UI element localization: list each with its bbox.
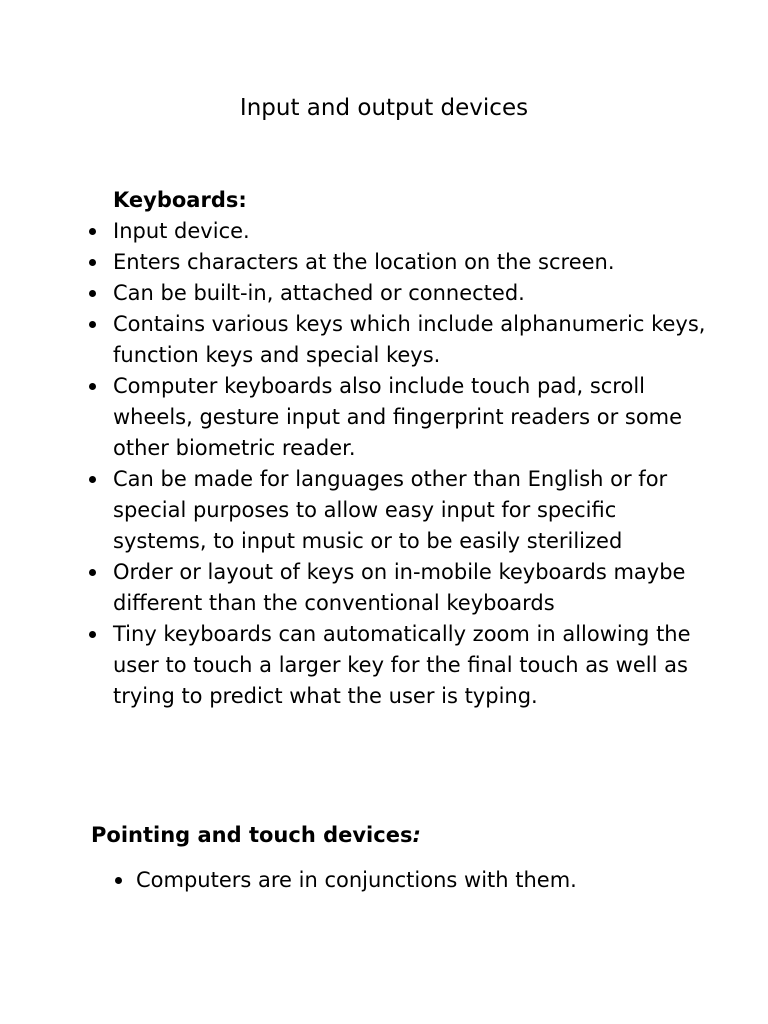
list-item: Order or layout of keys on in-mobile keyboards maybe different than the conventional keyboards bbox=[86, 557, 706, 619]
list-item: Can be built-in, attached or connected. bbox=[86, 278, 706, 309]
keyboards-heading: Keyboards: bbox=[113, 188, 247, 212]
list-item: Contains various keys which include alphanumeric keys, function keys and special keys. bbox=[86, 309, 706, 371]
keyboards-section bbox=[86, 185, 706, 712]
keyboards-list bbox=[86, 216, 706, 712]
pointing-heading bbox=[91, 820, 421, 851]
list-item: Input device. bbox=[86, 216, 706, 247]
list-item: Computer keyboards also include touch pad, scroll wheels, gesture input and fingerprint readers or some other biometric reader. bbox=[86, 371, 706, 464]
pointing-list bbox=[112, 865, 732, 896]
list-item: Computers are in conjunctions with them. bbox=[112, 865, 732, 896]
page-title: Input and output devices bbox=[239, 95, 529, 121]
list-item: Tiny keyboards can automatically zoom in allowing the user to touch a larger key for the final touch as well as trying to predict what the user is typing. bbox=[86, 619, 706, 712]
pointing-heading-colon: : bbox=[412, 823, 421, 847]
pointing-heading-text: Pointing and touch devices bbox=[91, 823, 413, 847]
list-item: Can be made for languages other than English or for special purposes to allow easy input for specific systems, to input music or to be easily sterilized bbox=[86, 464, 706, 557]
list-item: Enters characters at the location on the screen. bbox=[86, 247, 706, 278]
